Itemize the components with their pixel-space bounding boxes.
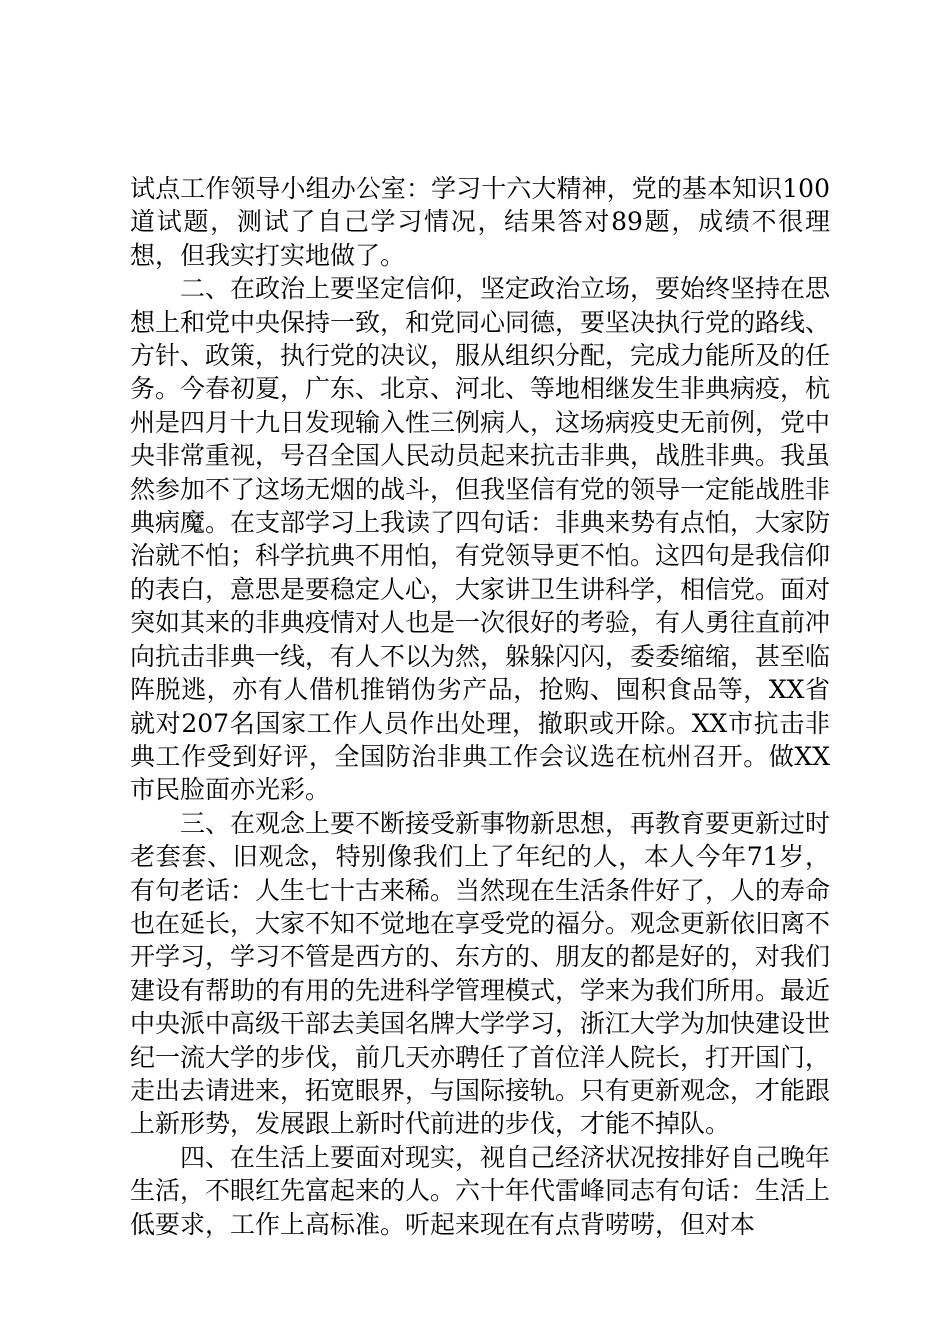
paragraph-section-four: 四、在生活上要面对现实，视自己经济状况按排好自己晚年生活，不眼红先富起来的人。六十年代雷峰同志有句话：生活上低要求，工作上高标准。听起来现在有点背唠唠，但对本 xyxy=(130,1142,831,1239)
document-body xyxy=(130,172,830,1241)
paragraph-section-three: 三、在观念上要不断接受新事物新思想，再教育要更新过时老套套、旧观念，特别像我们上了年纪的人，本人今年71岁，有句老话：人生七十古来稀。当然现在生活条件好了，人的寿命也在延长，大家不知不觉地在享受党的福分。观念更新依旧离不开学习，学习不管是西方的、东方的、朋友的都是好的，对我们建设有帮助的有用的先进科学管理模式，学来为我们所用。最近中央派中高级干部去美国名牌大学学习，浙江大学为加快建设世纪一流大学的步伐，前几天亦聘任了首位洋人院长，打开国门，走出去请进来，拓宽眼界，与国际接轨。只有更新观念，才能跟上新形势，发展跟上新时代前进的步伐，才能不掉队。 xyxy=(130,808,831,1139)
paragraph-intro: 试点工作领导小组办公室：学习十六大精神，党的基本知识100道试题，测试了自己学习情况，结果答对89题，成绩不很理想，但我实打实地做了。 xyxy=(130,174,830,270)
paragraph-section-two: 二、在政治上要坚定信仰，坚定政治立场，要始终坚持在思想上和党中央保持一致，和党同心同德，要坚决执行党的路线、方针、政策，执行党的决议，服从组织分配，完成力能所及的任务。今春初夏，广东、北京、河北、等地相继发生非典病疫，杭州是四月十九日发现输入性三例病人，这场病疫史无前例，党中央非常重视，号召全国人民动员起来抗击非典，战胜非典。我虽然参加不了这场无烟的战斗，但我坚信有党的领导一定能战胜非典病魔。在支部学习上我读了四句话：非典来势有点怕，大家防治就不怕；科学抗典不用怕，有党领导更不怕。这四句是我信仰的表白，意思是要稳定人心，大家讲卫生讲科学，相信党。面对突如其来的非典疫情对人也是一次很好的考验，有人勇往直前冲向抗击非典一线，有人不以为然，躲躲闪闪，委委缩缩，甚至临阵脱逃，亦有人借机推销伪劣产品，抢购、囤积食品等，XX省就对207名国家工作人员作出处理，撤职或开除。XX市抗击非典工作受到好评，全国防治非典工作会议选在杭州召开。做XX市民脸面亦光彩。 xyxy=(130,274,831,805)
